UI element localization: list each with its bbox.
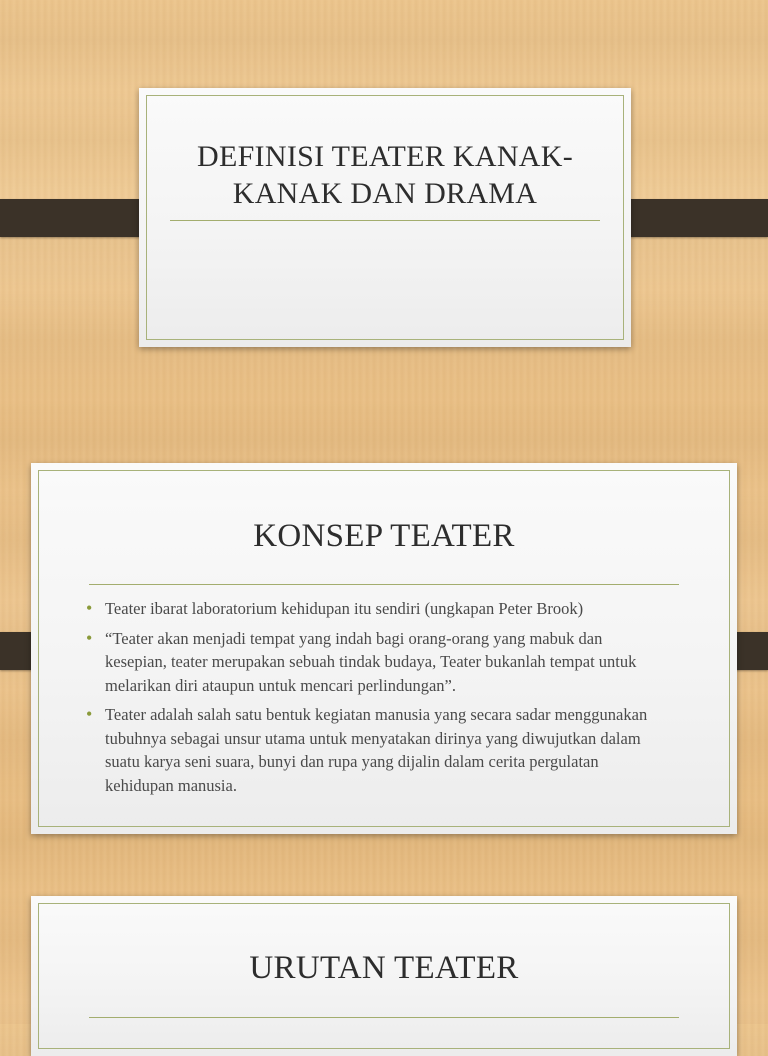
bullet-item (85, 597, 665, 621)
bullet-text: “Teater akan menjadi tempat yang indah bagi orang-orang yang mabuk dan kesepian, teater merupakan sebuah tindak budaya, Teater bukanlah tempat untuk melarikan diri ataupun untuk mencari perlindungan”. (105, 628, 637, 695)
slide-1[interactable] (139, 88, 631, 347)
slide-1-frame (146, 95, 624, 340)
bullet-item (85, 703, 665, 797)
slide-2-title: KONSEP TEATER (253, 518, 515, 554)
bullet-dot-icon: • (86, 704, 93, 724)
slide-1-right-strap (612, 199, 768, 237)
slide-2[interactable] (31, 463, 737, 834)
slide-3[interactable] (31, 896, 737, 1056)
slide-3-title: URUTAN TEATER (249, 950, 519, 986)
slide-3-title-rule (89, 1017, 679, 1018)
bullet-text: Teater ibarat laboratorium kehidupan itu sendiri (ungkapan Peter Brook) (105, 599, 584, 618)
slide-2-title-rule (89, 584, 679, 585)
slide-1-title: DEFINISI TEATER KANAK-KANAK DAN DRAMA (196, 140, 574, 210)
bullet-text: Teater adalah salah satu bentuk kegiatan manusia yang secara sadar menggunakan tubuhnya sebagai unsur utama untuk menyatakan dirinya yang diwujutkan dalam suatu karya seni suara, bunyi dan rupa yang dijalin dalam cerita pergulatan kehidupan manusia. (105, 705, 648, 795)
bullet-item (85, 627, 665, 698)
bullet-dot-icon: • (86, 627, 93, 648)
slide-1-left-strap (0, 199, 156, 237)
slide-2-bullet-list (85, 597, 665, 803)
slide-1-title-rule (170, 220, 600, 221)
bullet-dot-icon: • (86, 598, 93, 618)
